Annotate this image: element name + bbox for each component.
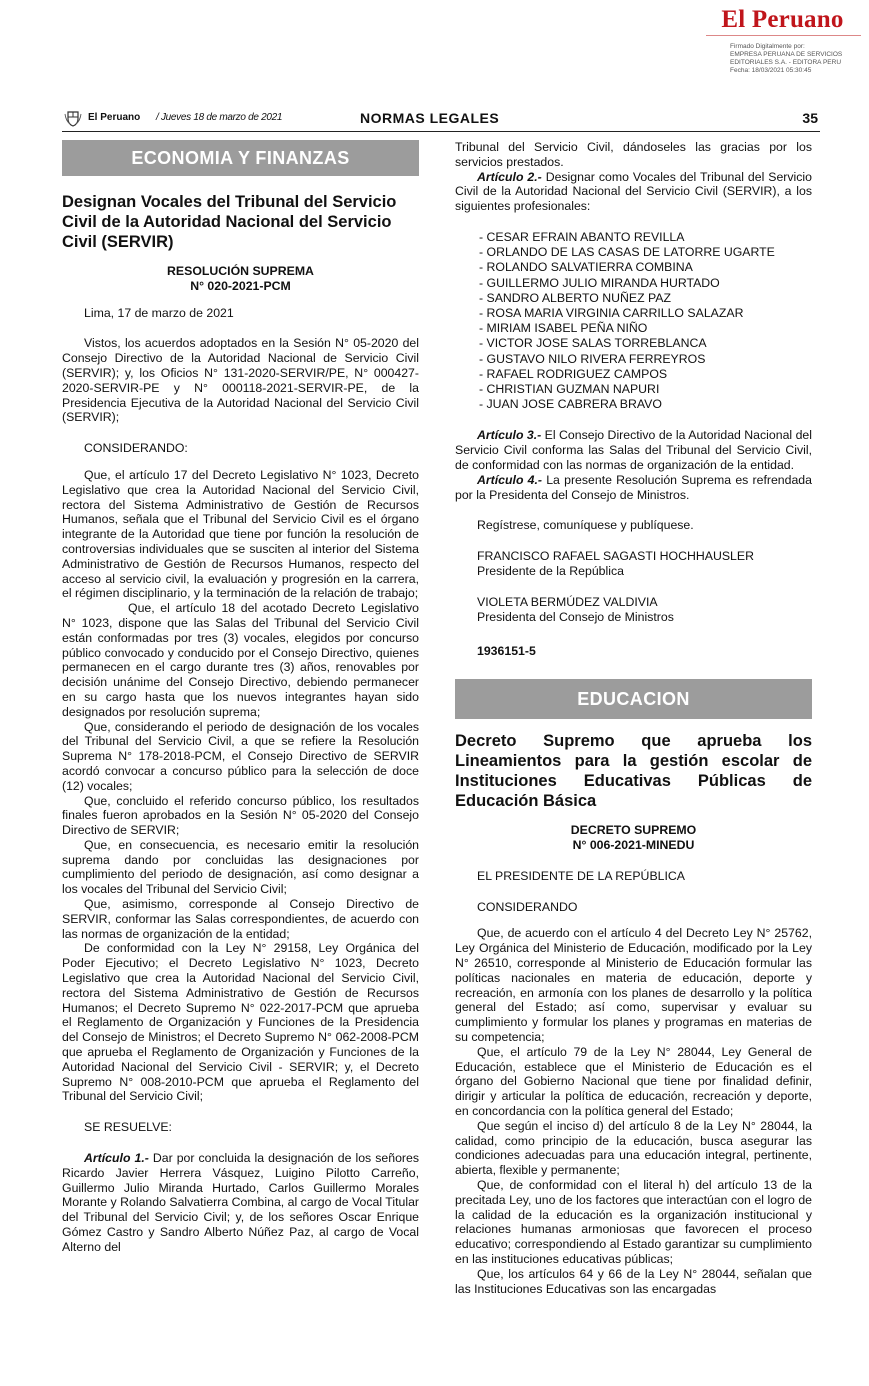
list-item: - JUAN JOSE CABRERA BRAVO [479, 397, 662, 412]
paragraph: Que, el artículo 18 del acotado Decreto Legislativo N° 1023, dispone que las Salas del Tribunal del Servicio Civil están conformadas por tres (3) vocales, elegidos por concurso público convocado y conducido por el Consejo Directivo, quienes permanecen en el cargo durante tres (3) años, renovables por decisión unánime del Consejo Directivo, debiendo permanecer en su cargo hasta que los nuevos integrantes hayan sido designados por resolución suprema; [62, 601, 419, 719]
paragraph-vistos: Vistos, los acuerdos adoptados en la Sesión N° 05-2020 del Consejo Directivo de la Autoridad Nacional de Servicio Civil (SERVIR); y, los Oficios N° 131-2020-SERVIR/PE, N° 000427-2020-SERVIR-PE y N° 000118-2021-SERVIR-PE, de la Presidencia Ejecutiva de la Autoridad Nacional del Servicio Civil (SERVIR); [62, 336, 419, 425]
list-item: - VICTOR JOSE SALAS TORREBLANCA [479, 336, 707, 351]
article-text: La presente Resolución Suprema es refrendada por la Presidenta del Consejo de Ministros. [455, 472, 812, 502]
list-item: - SANDRO ALBERTO NUÑEZ PAZ [479, 290, 672, 305]
brand-logo: El Peruano [721, 6, 844, 33]
paragraph: Que según el inciso d) del artículo 8 de la Ley N° 28044, la calidad, como principio de la educación, busca asegurar las condiciones adecuadas para una educación integral, pertinente, abierta, flexible y permanente; [455, 1118, 812, 1178]
appointee-list [455, 230, 812, 412]
header-publication: El Peruano [88, 112, 141, 123]
section-banner: EDUCACION [455, 679, 812, 719]
paragraph: Que, los artículos 64 y 66 de la Ley N° 28044, señalan que las Instituciones Educativas son las encargadas [455, 1266, 812, 1296]
article-1 [62, 1151, 419, 1255]
signature-line: EDITORIALES S.A. - EDITORA PERU [730, 59, 842, 66]
paragraph: Que, en consecuencia, es necesario emitir la resolución suprema dando por concluidas las designaciones por cumplimiento del periodo de designación, así como designar a los vocales del Tribunal del Servicio Civil; [62, 837, 419, 897]
article-4 [455, 473, 812, 503]
list-item: - ORLANDO DE LAS CASAS DE LATORRE UGARTE [479, 245, 775, 260]
signatory-role: Presidenta del Consejo de Ministros [477, 609, 674, 624]
se-resuelve-heading: SE RESUELVE: [84, 1120, 172, 1135]
section-banner: ECONOMIA Y FINANZAS [62, 140, 419, 176]
article-label: Artículo 2.- [477, 169, 542, 184]
article-2 [455, 170, 812, 214]
article-label: Artículo 3.- [477, 428, 542, 443]
page-number: 35 [802, 110, 818, 126]
decree-number: N° 006-2021-MINEDU [572, 837, 695, 852]
paragraph: Que, concluido el referido concurso público, los resultados finales fueron aprobados en la Sesión N° 05-2020 del Consejo Directivo de SERVIR; [62, 793, 419, 838]
place-date: Lima, 17 de marzo de 2021 [84, 305, 234, 320]
paragraph: Que, de acuerdo con el artículo 4 del Decreto Ley N° 25762, Ley Orgánica del Ministerio de Educación, modificado por la Ley N° 26510, corresponde al Ministerio de Educación formular las políticas nacionales en materia de educación, deporte y recreación, en armonía con los planes de desarrollo y la política general del Estado; así como, supervisar y evaluar su cumplimiento y formular los planes y programas en materias de su competencia; [455, 926, 812, 1044]
digital-signature [730, 43, 865, 75]
paragraph: Que, asimismo, corresponde al Consejo Directivo de SERVIR, conformar las Salas correspondientes, de acuerdo con las normas de organización de la entidad; [62, 897, 419, 941]
paragraph: Que, considerando el periodo de designación de los vocales del Tribunal del Servicio Civil, a que se refiere la Resolución Suprema N° 178-2018-PCM, el Consejo Directivo de SERVIR acordó convocar a concurso público para la selección de doce (12) vocales; [62, 719, 419, 793]
resolution-number: N° 020-2021-PCM [190, 278, 291, 293]
list-item: - ROLANDO SALVATIERRA COMBINA [479, 260, 693, 275]
article-title: Decreto Supremo que aprueba los Lineamientos para la gestión escolar de Instituciones Educativas Públicas de Educación Básica [455, 732, 812, 811]
right-column [455, 140, 812, 1296]
considerando-heading: CONSIDERANDO: [84, 441, 188, 456]
header-date: / Jueves 18 de marzo de 2021 [156, 112, 283, 123]
article-label: Artículo 4.- [477, 472, 543, 487]
list-item: - RAFAEL RODRIGUEZ CAMPOS [479, 366, 668, 381]
page-header [62, 109, 820, 132]
left-column [62, 140, 419, 1255]
signature-line: Firmado Digitalmente por: [730, 43, 805, 50]
considerando-heading: CONSIDERANDO [477, 899, 578, 914]
paragraph: Que, el artículo 79 de la Ley N° 28044, Ley General de Educación, establece que el Ministerio de Educación es el órgano del Gobierno Nacional que tiene por finalidad definir, dirigir y articular la política de educación, recreación y deporte, en concordancia con la política general del Estado; [455, 1044, 812, 1118]
closing-formula: Regístrese, comuníquese y publíquese. [477, 518, 694, 533]
list-item: - GUILLERMO JULIO MIRANDA HURTADO [479, 275, 720, 290]
header-section: NORMAS LEGALES [360, 110, 500, 126]
signatory-name: FRANCISCO RAFAEL SAGASTI HOCHHAUSLER [477, 549, 754, 564]
list-item: - MIRIAM ISABEL PEÑA NIÑO [479, 321, 648, 336]
paragraph: Que, de conformidad con el literal h) del artículo 13 de la precitada Ley, uno de los factores que interactúan con el logro de la calidad de la educación es la organización institucional y relaciones humanas armoniosas que favorecen el proceso educativo; correspondiendo al Estado garantizar su cumplimiento en las instituciones educativas públicas; [455, 1177, 812, 1266]
article-label: Artículo 1.- [84, 1151, 149, 1166]
article-text: Dar por concluida la designación de los señores Ricardo Javier Herrera Vásquez, Luigino Pilotto Carreño, Guillermo Julio Miranda Hurtado, Carlos Guillermo Morales Morante y Rolando Salvatierra Combina, al cargo de Vocal Titular del Tribunal del Servicio Civil; y, de los señores Oscar Enrique Gómez Castro y Sandro Alberto Núñez Paz, al cargo de Vocal Alterno del [62, 1151, 419, 1254]
paragraph: Que, el artículo 17 del Decreto Legislativo N° 1023, Decreto Legislativo que crea la Autoridad Nacional del Servicio Civil, rectora del Sistema Administrativo de Gestión de Recursos Humanos, señala que el Tribunal del Servicio Civil es el órgano integrante de la Autoridad que tiene por función la resolución de controversias individuales que se susciten al interior del Sistema Administrativo de Gestión de Recursos Humanos, respecto del acceso al servicio civil, la evaluación y progresión en la carrera, el régimen disciplinario, y la terminación de la relación de trabajo; [62, 467, 419, 601]
article-text: El Consejo Directivo de la Autoridad Nacional del Servicio Civil conforma las Salas del Tribunal del Servicio Civil, de conformidad con las normas de organización de la entidad. [455, 428, 812, 473]
list-item: - CESAR EFRAIN ABANTO REVILLA [479, 229, 685, 244]
presidente-heading: EL PRESIDENTE DE LA REPÚBLICA [477, 868, 685, 883]
article-title: Designan Vocales del Tribunal del Servicio Civil de la Autoridad Nacional del Servicio Civil (SERVIR) [62, 193, 397, 251]
resolution-type: RESOLUCIÓN SUPREMA [167, 264, 314, 278]
article-3 [455, 428, 812, 472]
publication-code: 1936151-5 [477, 644, 536, 659]
decree-type: DECRETO SUPREMO [570, 823, 697, 838]
signatory-name: VIOLETA BERMÚDEZ VALDIVIA [477, 594, 658, 609]
signature-line: EMPRESA PERUANA DE SERVICIOS [730, 51, 843, 58]
paragraph: De conformidad con la Ley N° 29158, Ley Orgánica del Poder Ejecutivo; el Decreto Legislativo N° 1023, Decreto Legislativo que crea la Autoridad Nacional del Servicio Civil, rectora del Sistema Administrativo de Gestión de Recursos Humanos; el Decreto Supremo N° 022-2017-PCM que aprueba el Reglamento de Organización y Funciones de la Presidencia del Consejo de Ministros; el Decreto Supremo N° 062-2008-PCM que aprueba el Reglamento de Organización y Funciones de la Autoridad Nacional del Servicio Civil - SERVIR; y, el Decreto Supremo N° 008-2010-PCM que aprueba el Reglamento del Tribunal del Servicio Civil; [62, 941, 419, 1104]
list-item: - CHRISTIAN GUZMAN NAPURI [479, 382, 660, 397]
list-item: - ROSA MARIA VIRGINIA CARRILLO SALAZAR [479, 306, 744, 320]
signatory-role: Presidente de la República [477, 564, 624, 578]
paragraph-continued: Tribunal del Servicio Civil, dándoseles las gracias por los servicios prestados. [455, 140, 812, 169]
article-text: Designar como Vocales del Tribunal del Servicio Civil de la Autoridad Nacional del Servicio Civil (SERVIR), a los siguientes profesionales: [455, 169, 812, 214]
coat-of-arms-icon [64, 109, 82, 127]
signature-line: Fecha: 18/03/2021 05:30:45 [730, 67, 812, 74]
list-item: - GUSTAVO NILO RIVERA FERREYROS [479, 351, 706, 366]
brand-underline [706, 35, 861, 38]
